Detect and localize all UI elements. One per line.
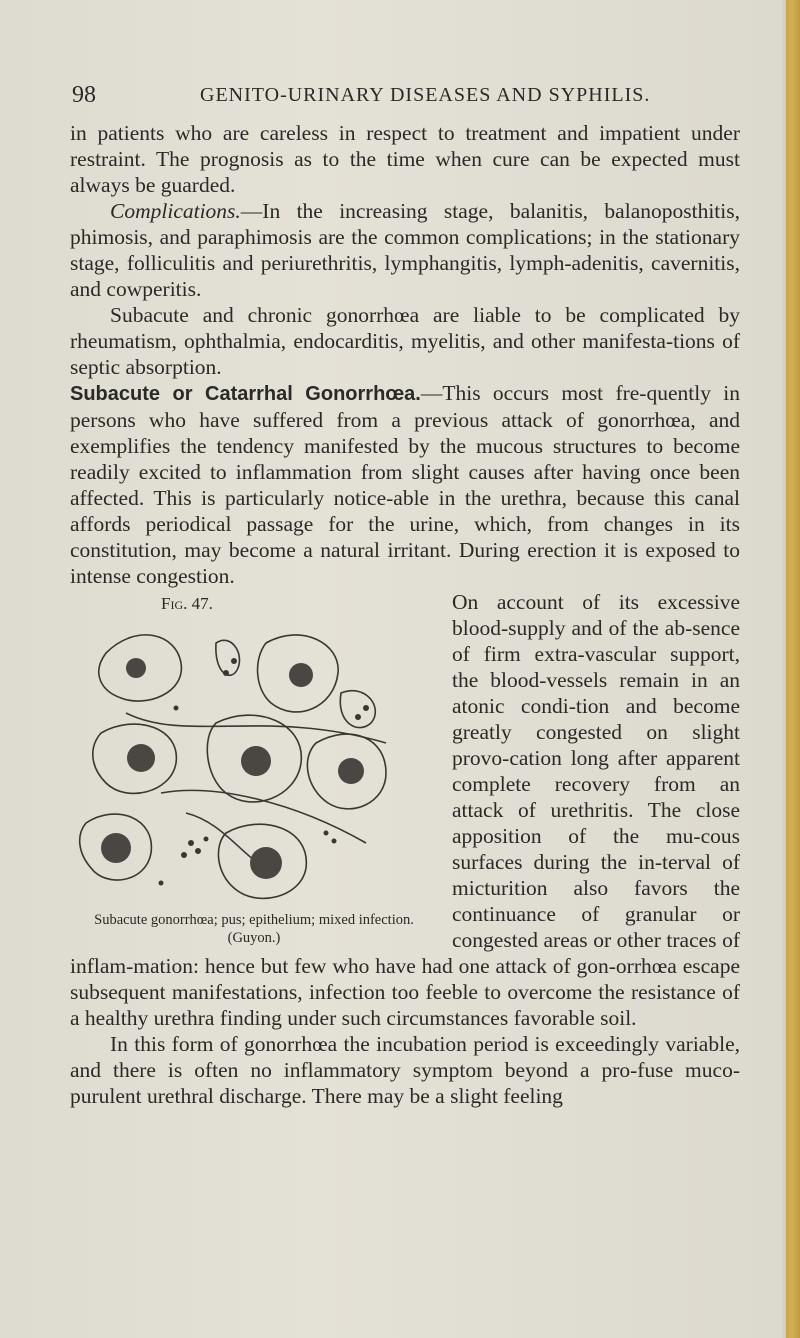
running-head: GENITO-URINARY DISEASES AND SYPHILIS.	[200, 84, 651, 106]
figure-47	[66, 589, 442, 949]
gilt-page-edge	[786, 0, 800, 1338]
paragraph-prognosis: in patients who are careless in respect to treatment and impatient under restraint. The prognosis as to the time when cure can be expected must always be guarded.	[70, 121, 740, 197]
complications-lead: Complications.	[110, 199, 241, 223]
figure-caption: Subacute gonorrhœa; pus; epithelium; mixed infection. (Guyon.)	[94, 912, 414, 946]
section-heading: Subacute or Catarrhal Gonorrhœa.	[70, 383, 421, 405]
paragraph-subacute-catarrhal	[70, 380, 740, 589]
page-number: 98	[72, 82, 96, 108]
complications-text: —In the increasing stage, balanitis, balanoposthitis, phimosis, and paraphimosis are the common complications; in the stationary stage, folliculitis and periurethritis, lymphangitis, lymph-adenitis, cavernitis, and cowperitis.	[70, 199, 740, 301]
page-header	[72, 82, 732, 112]
figure-label: Fig. 47.	[161, 594, 213, 613]
body-text	[70, 120, 740, 1109]
paragraph-incubation: In this form of gonorrhœa the incubation period is exceedingly variable, and there is often no inflammatory symptom beyond a pro-fuse muco-purulent urethral discharge. There may be a slight feeling	[70, 1032, 740, 1108]
section-text-b: On account of its excessive blood-supply and of the ab-sence of firm extra-vascular support, the blood-vessels remain in an atonic condi-tion and become greatly congested on slight provo-cation long after apparent complete recovery from an attack of urethritis. The close apposition of the mu-cous surfaces during the in-terval of micturition also favors the continuance of granular or congested areas or other traces of inflam-mation: hence but few who have had one attack of gon-orrhœa escape subsequent manifestations, infection too feeble to overcome the resistance of a healthy urethra finding under such circumstances favorable soil.	[70, 590, 740, 1030]
microscopy-illustration	[66, 613, 442, 913]
section-text-a: —This occurs most fre-quently in persons who have suffered from a previous attack of gonorrhœa, and exemplifies the tendency manifested by the mucous structures to become readily excited to inflammation from slight causes after having once been affected. This is particularly notice-able in the urethra, because this canal affords periodical passage for the urine, which, from changes in its constitution, may become a natural irritant. During erection it is exposed to intense congestion.	[70, 381, 740, 588]
paragraph-subacute-chronic: Subacute and chronic gonorrhœa are liable to be complicated by rheumatism, ophthalmia, endocarditis, myelitis, and other manifesta-tions of septic absorption.	[70, 303, 740, 379]
paragraph-complications	[70, 198, 740, 302]
